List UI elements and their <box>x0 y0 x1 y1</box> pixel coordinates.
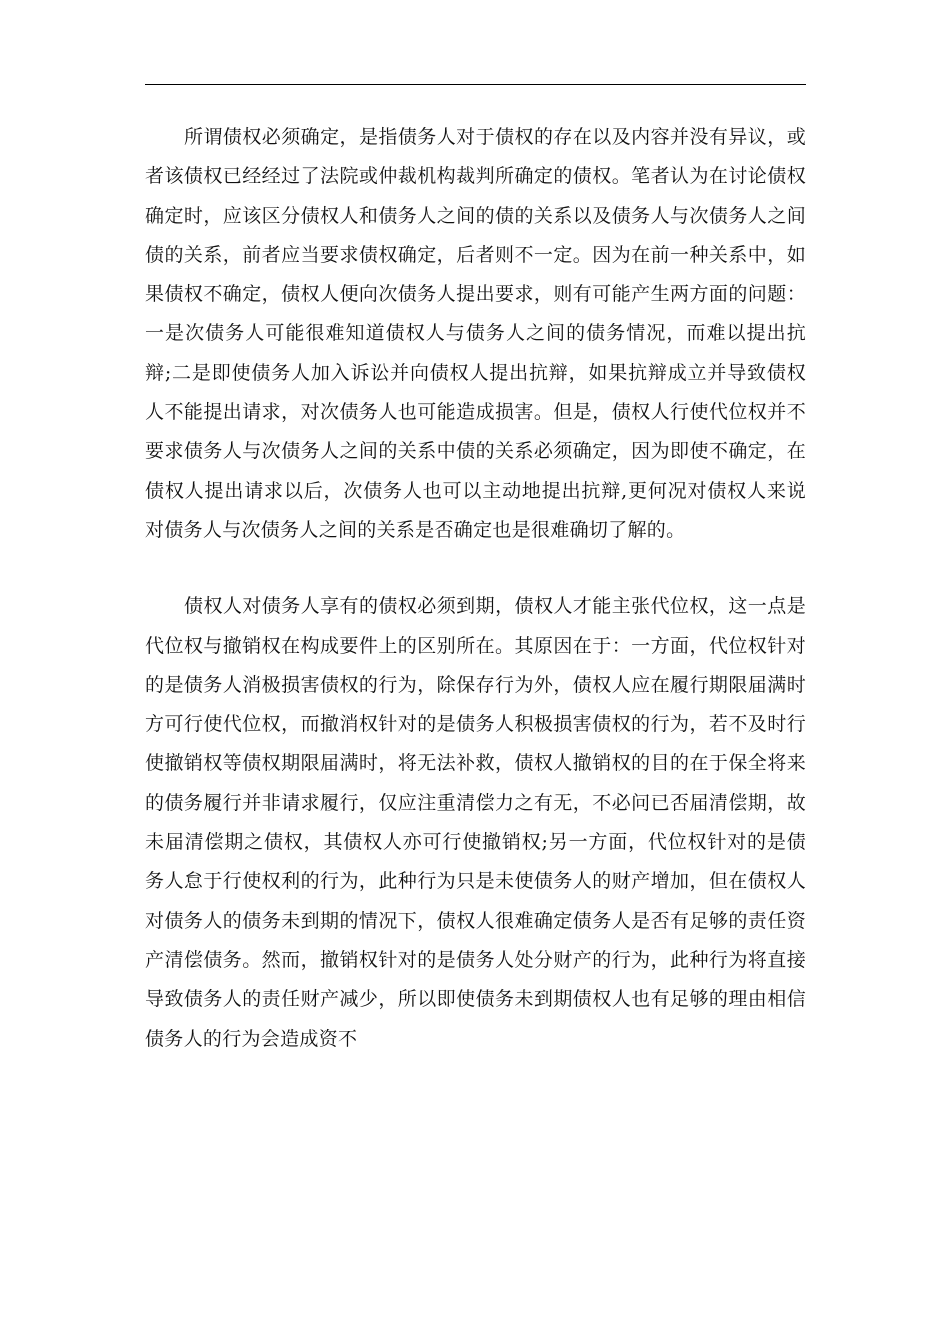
paragraph-2: 债权人对债务人享有的债权必须到期，债权人才能主张代位权，这一点是代位权与撤销权在构成要件上的区别所在。其原因在于：一方面，代位权针对的是债务人消极损害债权的行为，除保存行为外，债权人应在履行期限届满时方可行使代位权，而撤消权针对的是债务人积极损害债权的行为，若不及时行使撤销权等债权期限届满时，将无法补救，债权人撤销权的目的在于保全将来的债务履行并非请求履行，仅应注重清偿力之有无，不必问已否届清偿期，故未届清偿期之债权，其债权人亦可行使撤销权;另一方面，代位权针对的是债务人怠于行使权利的行为，此种行为只是未使债务人的财产增加，但在债权人对债务人的债务未到期的情况下，债权人很难确定债务人是否有足够的责任资产清偿债务。然而，撤销权针对的是债务人处分财产的行为，此种行为将直接导致债务人的责任财产减少，所以即使债务未到期债权人也有足够的理由相信债务人的行为会造成资不 <box>145 595 806 1050</box>
header-rule <box>145 84 806 85</box>
document-body <box>145 118 806 1059</box>
paragraph-1: 所谓债权必须确定，是指债务人对于债权的存在以及内容并没有异议，或者该债权已经经过了法院或仲裁机构裁判所确定的债权。笔者认为在讨论债权确定时，应该区分债权人和债务人之间的债的关系以及债务人与次债务人之间债的关系，前者应当要求债权确定，后者则不一定。因为在前一种关系中，如果债权不确定，债权人便向次债务人提出要求，则有可能产生两方面的问题：一是次债务人可能很难知道债权人与债务人之间的债务情况，而难以提出抗辩;二是即使债务人加入诉讼并向债权人提出抗辩，如果抗辩成立并导致债权人不能提出请求，对次债务人也可能造成损害。但是，债权人行使代位权并不要求债务人与次债务人之间的关系中债的关系必须确定，因为即使不确定，在债权人提出请求以后，次债务人也可以主动地提出抗辩,更何况对债权人来说对债务人与次债务人之间的关系是否确定也是很难确切了解的。 <box>145 126 806 541</box>
